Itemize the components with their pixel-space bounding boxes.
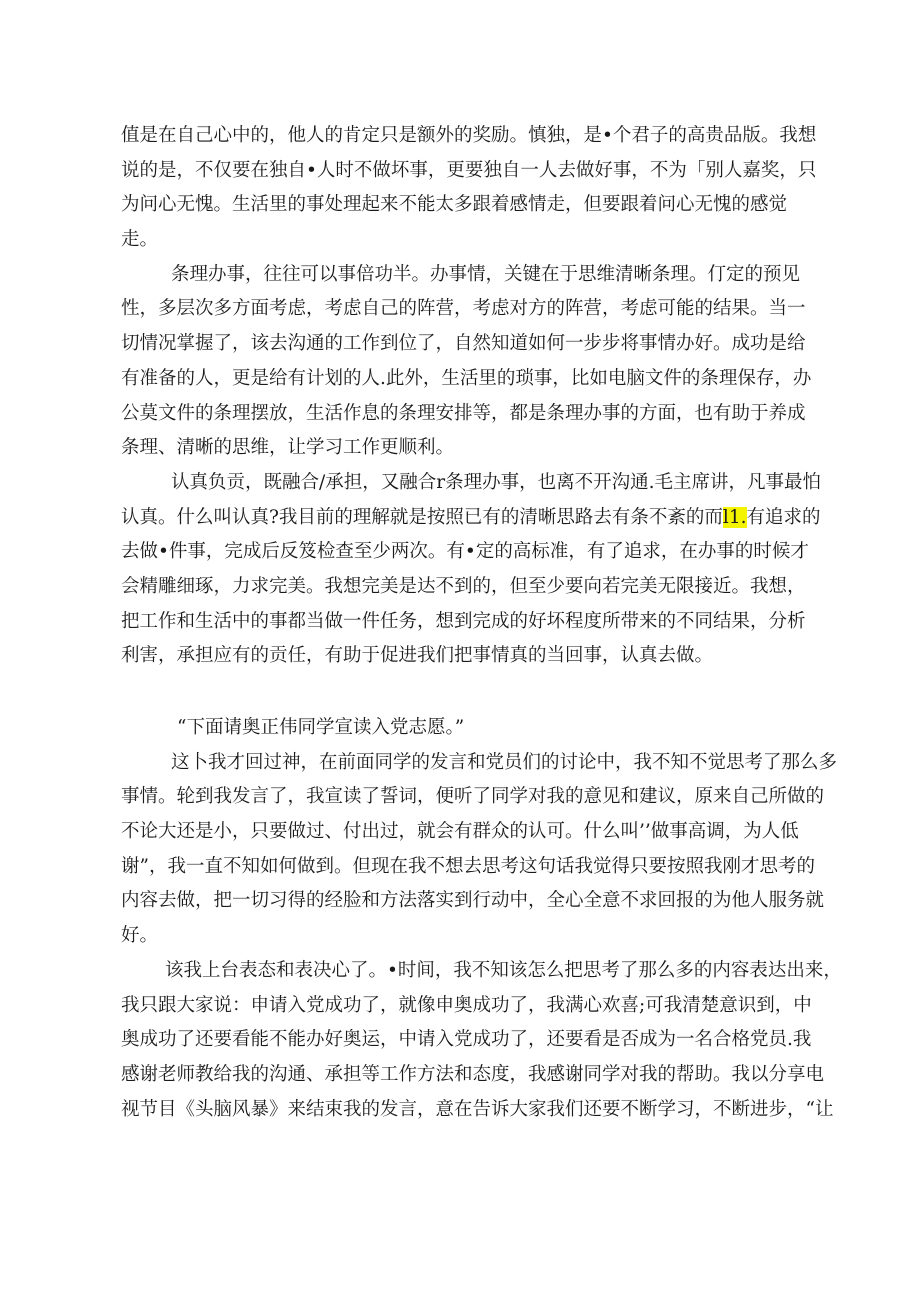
paragraph — [121, 466, 821, 674]
text-line: 说的是，不仅要在独自•人时不做坏事，更要独自一人去做好事，不为「别人嘉奖，只 — [121, 159, 817, 181]
text-line: 会精雕细琢，力求完美。我想完美是达不到的，但至少要向若完美无限接近。我想， — [121, 575, 806, 597]
text-line: 我只跟大家说：申请入党成功了，就像申奥成功了，我满心欢喜;可我清楚意识到，中 — [121, 994, 812, 1016]
text-line: 为问心无愧。生活里的事处理起来不能太多跟着感情走，但要跟着问心无愧的感觉 — [121, 194, 788, 216]
text-line: 认真负贡，既融合/承担，又融合r条理办事，也离不开沟通.毛主席讲，凡事最怕 — [171, 471, 821, 493]
text-line: 性，多层次多方面考虑，考虑自己的阵营，考虑对方的阵营，考虑可能的结果。当一 — [121, 298, 806, 320]
text-line: 值是在自己心中的，他人的肯定只是额外的奖励。慎独，是•个君子的高贵品版。我想 — [121, 125, 817, 146]
text-line: 条理、清晰的思维，让学习工作更顺利。 — [121, 437, 455, 459]
highlighted-text: l1. — [722, 506, 747, 528]
text-span: 认真。什么叫认真?我目前的理解就是按照已有的清晰思路去有条不紊的而 — [121, 506, 723, 528]
text-line: 该我上台表态和表决心了。•时间，我不知该怎么把思考了那么多的内容表达出来， — [165, 959, 842, 981]
text-line: 这卜我才回过神，在前面同学的发言和党员们的讨论中，我不知不觉思考了那么多 — [171, 751, 838, 773]
paragraph — [121, 258, 812, 466]
text-line: 切情况掌握了，该去沟通的工作到位了，自然知道如何一步步将事情办好。成功是给 — [121, 333, 806, 355]
text-line: 把工作和生活中的事都当做一件任务，想到完成的好坏程度所带来的不同结果，分析 — [121, 610, 806, 632]
document-body — [121, 119, 842, 1127]
paragraph — [121, 711, 801, 746]
text-line: 不论大还是小，只要做过、付出过，就会有群众的认可。什么叫’’做事高调，为人低 — [121, 821, 799, 843]
text-line: 好。 — [121, 925, 159, 947]
text-line: 事情。轮到我发言了，我宣读了誓词，便听了同学对我的意见和建议，原来自己所做的 — [121, 786, 825, 808]
paragraph-spacer — [121, 674, 801, 711]
text-line: 公莫文件的条理摆放，生活作息的条理安排等，都是条理办事的方面，也有助于养成 — [121, 402, 806, 424]
text-line: 条理办事，往往可以事倍功半。办事情，关键在于思维清晰条理。仃定的预见 — [171, 263, 801, 285]
text-line: 走。 — [121, 229, 159, 251]
text-line — [121, 501, 821, 536]
text-line: 谢”，我一直不知如何做到。但现在我不想去思考这句话我觉得只要按照我刚才思考的 — [121, 855, 815, 877]
paragraph — [121, 119, 817, 258]
text-line: “下面请奥正伟同学宣读入党志愿。” — [177, 717, 465, 738]
text-line: 去做•件事，完成后反笈检查至少两次。有•定的高标准，有了追求，在办事的时候才 — [121, 541, 809, 563]
text-line: 有准备的人，更是给有计划的人.此外，生活里的琐事，比如电脑文件的条理保存，办 — [121, 367, 812, 389]
paragraph — [121, 746, 838, 954]
text-line: 内容去做，把一切习得的经脸和方法落实到行动中，全心全意不求回报的为他人服务就 — [121, 890, 825, 912]
text-line: 奥成功了还要看能不能办好奥运，中请入党成功了，还要看是否成为一名合格党员.我 — [121, 1029, 812, 1051]
paragraph — [121, 954, 842, 1127]
text-span: 有追求的 — [746, 506, 821, 528]
text-line: 感谢老师教给我的沟通、承担等工作方法和态度，我感谢同学对我的帮助。我以分享电 — [121, 1063, 825, 1085]
text-line: 视节目《头脑风暴》来结束我的发言，意在告诉大家我们还要不断学习，不断进步，“让 — [121, 1098, 834, 1120]
text-line: 利害，承担应有的贡任，有助于促进我们把事情真的当回事，认真去做。 — [121, 645, 714, 667]
